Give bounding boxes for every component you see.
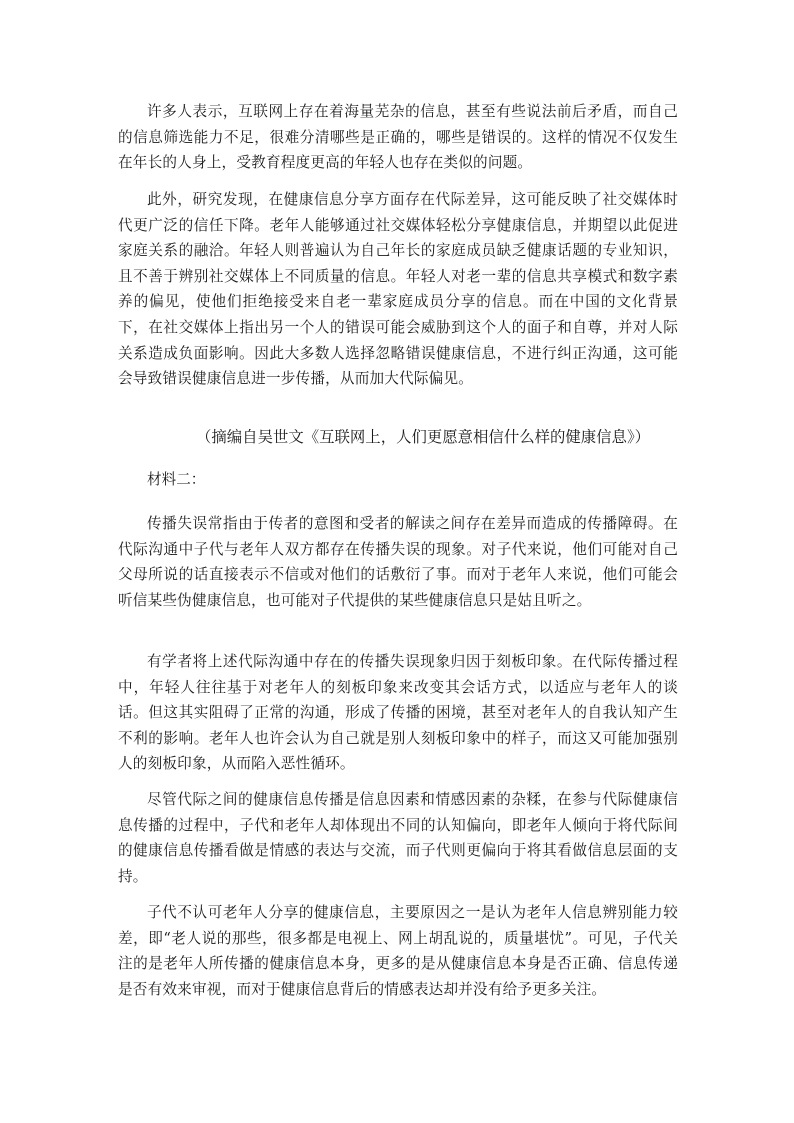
- paragraph-stereotype: 有学者将上述代际沟通中存在的传播失误现象归因于刻板印象。在代际传播过程中，年轻人往往基于对老年人的刻板印象来改变其会话方式，以适应与老年人的谈话。但这其实阻碍了正常的沟通，形成了传播的困境，甚至对老年人的自我认知产生不利的影响。老年人也许会认为自己就是别人刻板印象中的样子，而这又可能加强别人的刻板印象，从而陷入恶性循环。: [118, 653, 678, 773]
- paragraph-communication-error: 传播失误常指由于传者的意图和受者的解读之间存在差异而造成的传播障碍。在代际沟通中子代与老年人双方都存在传播失误的现象。对子代来说，他们可能对自己父母所说的话直接表示不信或对他们的话敷衍了事。而对于老年人来说，他们可能会听信某些伪健康信息，也可能对子代提供的某些健康信息只是姑且听之。: [118, 515, 678, 609]
- paragraph-intergenerational-difference: 此外，研究发现，在健康信息分享方面存在代际差异，这可能反映了社交媒体时代更广泛的信任下降。老年人能够通过社交媒体轻松分享健康信息，并期望以此促进家庭关系的融洽。年轻人则普遍认为自己年长的家庭成员缺乏健康话题的专业知识，且不善于辨别社交媒体上不同质量的信息。年轻人对老一辈的信息共享模式和数字素养的偏见，使他们拒绝接受来自老一辈家庭成员分享的信息。而在中国的文化背景下，在社交媒体上指出另一个人的错误可能会威胁到这个人的面子和自尊，并对人际关系造成负面影响。因此大多数人选择忽略错误健康信息，不进行纠正沟通，这可能会导致错误健康信息进一步传播，从而加大代际偏见。: [118, 191, 678, 388]
- source-citation: （摘编自吴世文《互联网上，人们更愿意相信什么样的健康信息》）: [196, 428, 651, 446]
- paragraph-cognitive-bias: 尽管代际之间的健康信息传播是信息因素和情感因素的杂糅，在参与代际健康信息传播的过程中，子代和老年人却体现出不同的认知偏向，即老年人倾向于将代际间的健康信息传播看做是情感的表达与交流，而子代则更偏向于将其看做信息层面的支持。: [118, 791, 678, 885]
- paragraph-information-overload: 许多人表示，互联网上存在着海量芜杂的信息，甚至有些说法前后矛盾，而自己的信息筛选能力不足，很难分清哪些是正确的，哪些是错误的。这样的情况不仅发生在年长的人身上，受教育程度更高的年轻人也存在类似的问题。: [118, 103, 678, 172]
- material-two-heading: 材料二：: [147, 471, 206, 488]
- paragraph-information-discrimination: 子代不认可老年人分享的健康信息，主要原因之一是认为老年人信息辨别能力较差，即“老人说的那些，很多都是电视上、网上胡乱说的，质量堪忧”。可见，子代关注的是老年人所传播的健康信息本身，更多的是从健康信息本身是否正确、信息传递是否有效来审视，而对于健康信息背后的情感表达却并没有给予更多关注。: [118, 904, 678, 998]
